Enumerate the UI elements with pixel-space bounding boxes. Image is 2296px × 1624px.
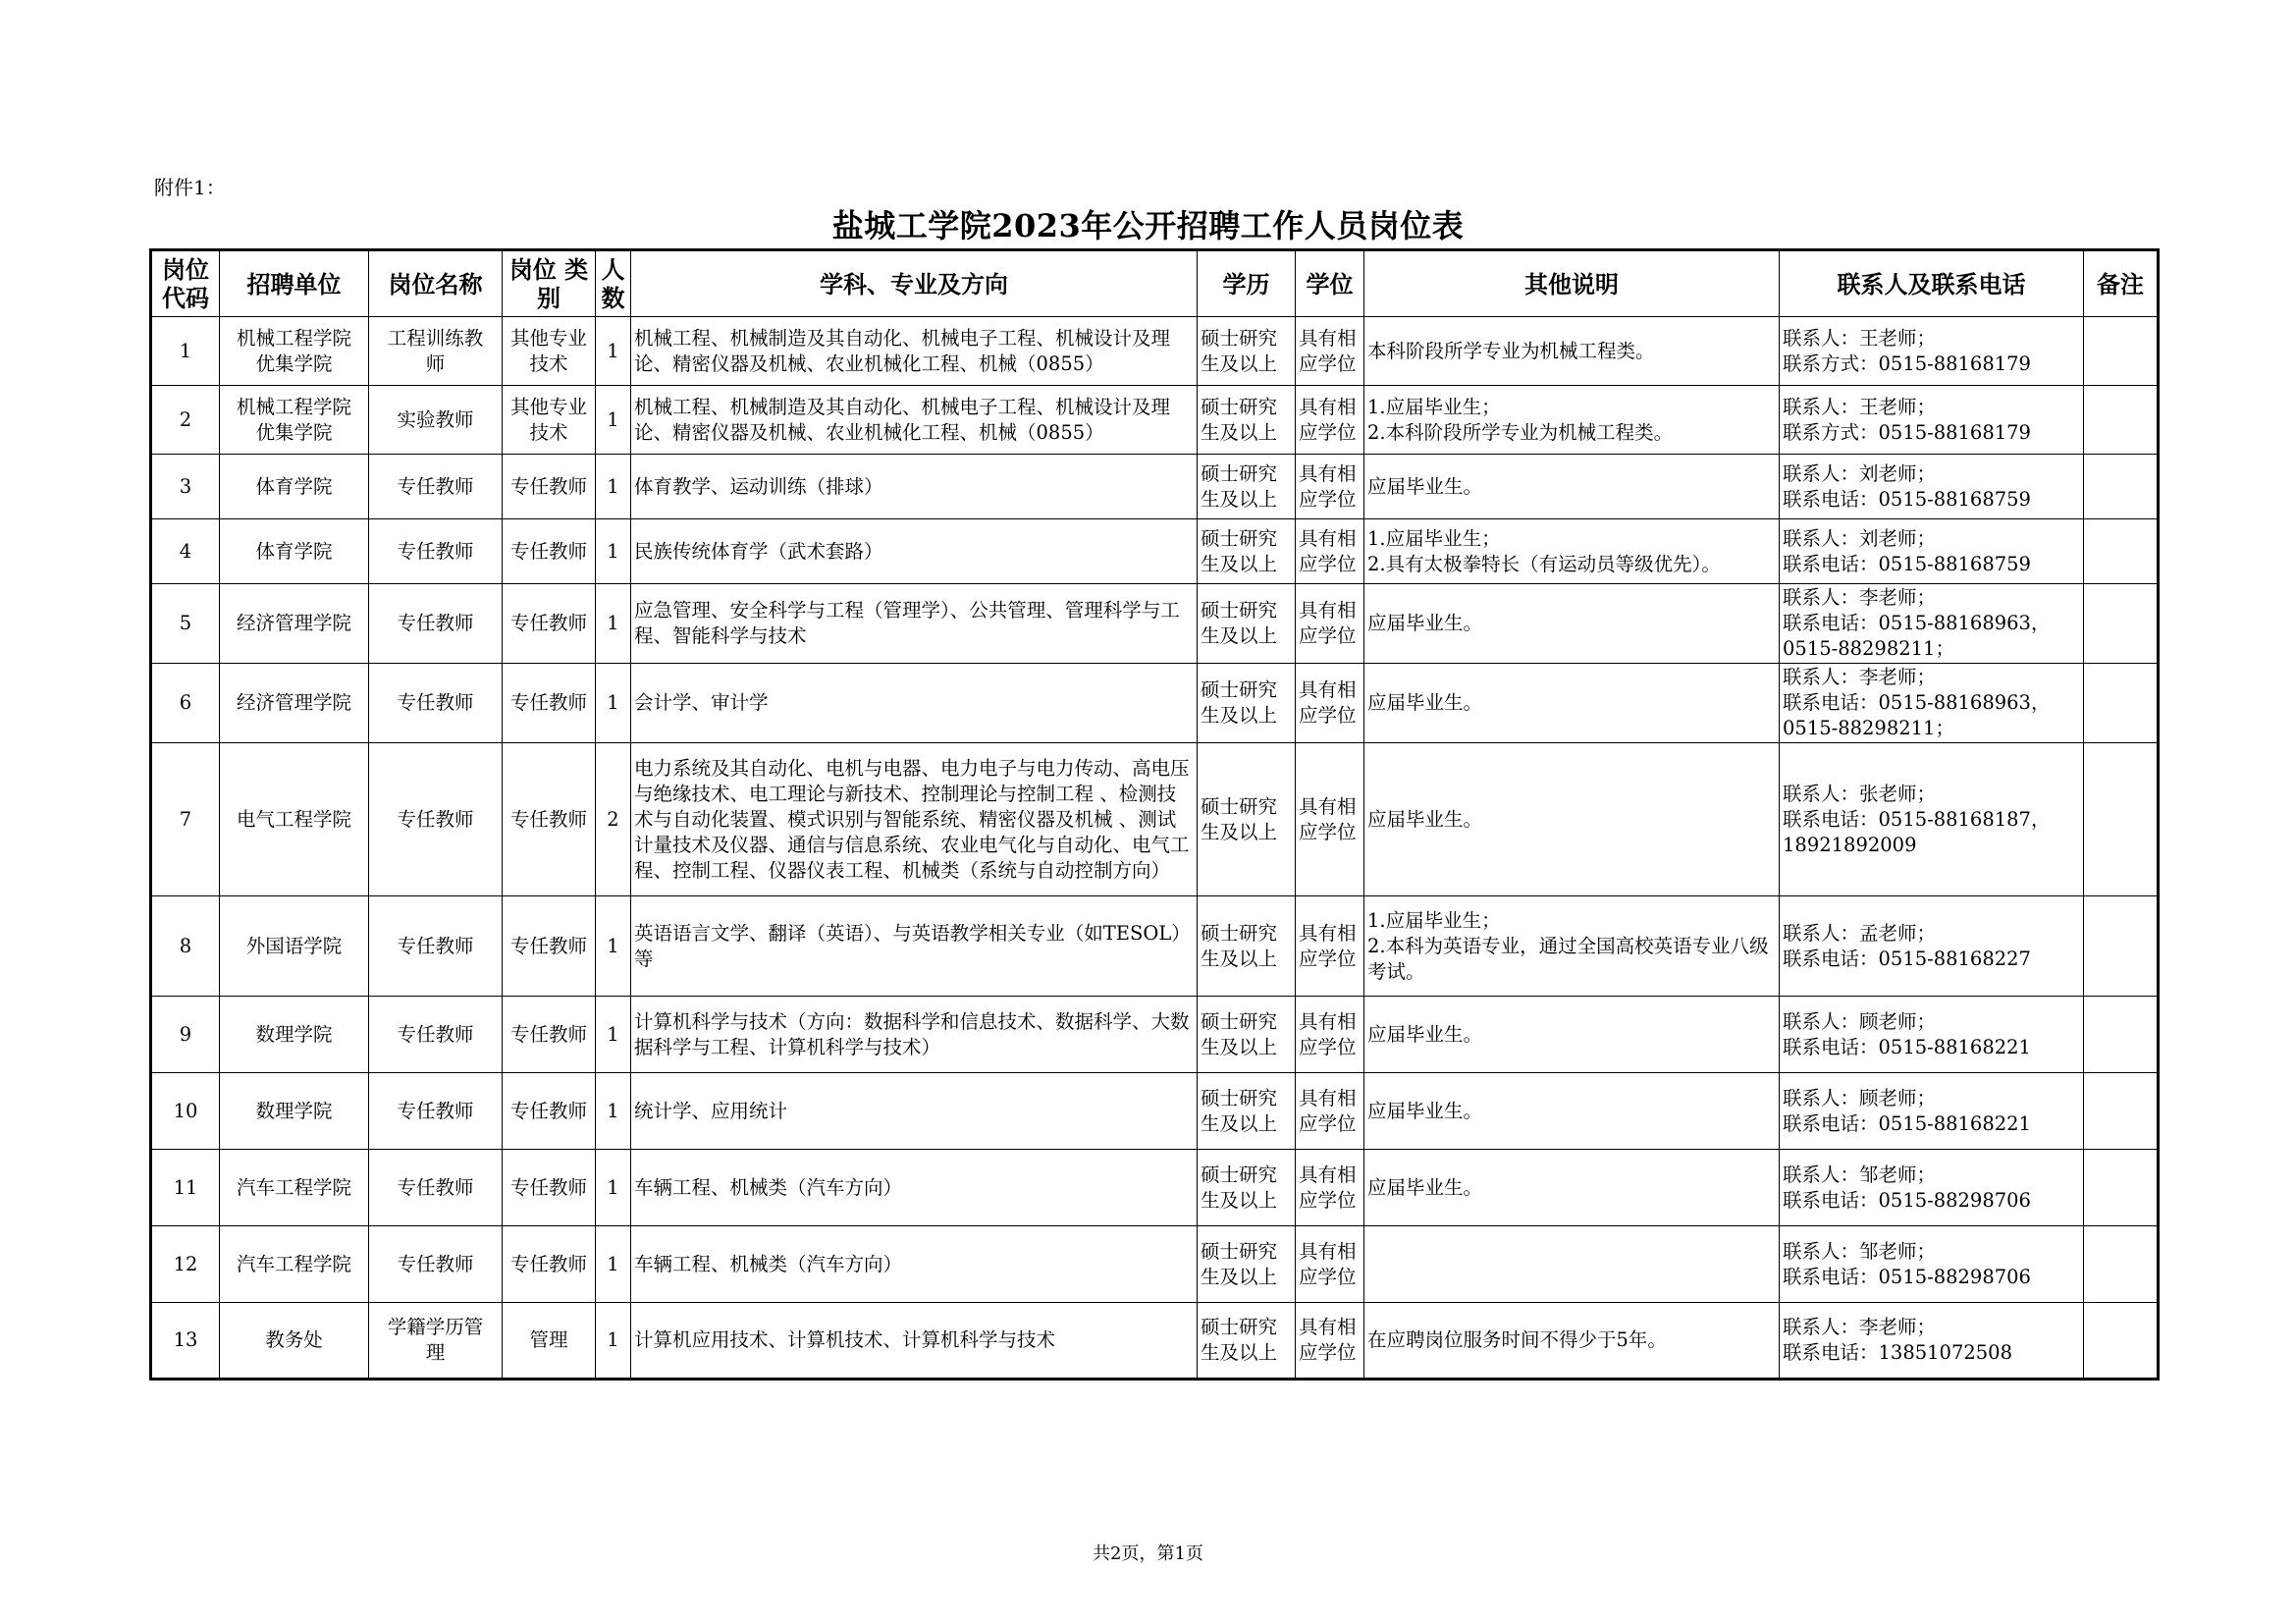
cell-remark [2084, 1303, 2159, 1380]
cell-degree: 具有相 应学位 [1296, 1073, 1364, 1150]
cell-unit: 汽车工程学院 [220, 1226, 369, 1303]
cell-category: 专任教师 [503, 1150, 596, 1226]
cell-position: 专任教师 [369, 519, 503, 584]
cell-code: 4 [151, 519, 220, 584]
table-row [151, 743, 2159, 896]
cell-category: 专任教师 [503, 743, 596, 896]
table-row [151, 1150, 2159, 1226]
cell-count: 1 [596, 386, 631, 455]
cell-unit: 教务处 [220, 1303, 369, 1380]
table-row [151, 664, 2159, 743]
cell-notes [1364, 1226, 1780, 1303]
cell-count: 1 [596, 1073, 631, 1150]
cell-contact: 联系人：李老师； 联系电话：0515-88168963， 0515-88298211； [1780, 664, 2084, 743]
cell-education: 硕士研究 生及以上 [1198, 1150, 1296, 1226]
cell-major: 英语语言文学、翻译（英语）、与英语教学相关专业（如TESOL）等 [631, 896, 1198, 997]
cell-count: 1 [596, 584, 631, 664]
cell-contact: 联系人：刘老师； 联系电话：0515-88168759 [1780, 519, 2084, 584]
cell-unit: 机械工程学院 优集学院 [220, 317, 369, 386]
cell-position: 专任教师 [369, 1150, 503, 1226]
header-contact: 联系人及联系电话 [1780, 250, 2084, 317]
cell-major: 计算机应用技术、计算机技术、计算机科学与技术 [631, 1303, 1198, 1380]
cell-position: 专任教师 [369, 743, 503, 896]
cell-education: 硕士研究 生及以上 [1198, 519, 1296, 584]
cell-category: 专任教师 [503, 1226, 596, 1303]
cell-unit: 汽车工程学院 [220, 1150, 369, 1226]
cell-contact: 联系人：邹老师； 联系电话：0515-88298706 [1780, 1226, 2084, 1303]
cell-count: 1 [596, 1303, 631, 1380]
cell-major: 机械工程、机械制造及其自动化、机械电子工程、机械设计及理论、精密仪器及机械、农业机械化工程、机械（0855） [631, 386, 1198, 455]
cell-unit: 机械工程学院 优集学院 [220, 386, 369, 455]
cell-unit: 体育学院 [220, 455, 369, 519]
cell-degree: 具有相 应学位 [1296, 1150, 1364, 1226]
cell-unit: 体育学院 [220, 519, 369, 584]
cell-remark [2084, 317, 2159, 386]
cell-position: 学籍学历管 理 [369, 1303, 503, 1380]
cell-remark [2084, 896, 2159, 997]
cell-notes: 1.应届毕业生； 2.本科阶段所学专业为机械工程类。 [1364, 386, 1780, 455]
cell-count: 1 [596, 317, 631, 386]
cell-contact: 联系人：刘老师； 联系电话：0515-88168759 [1780, 455, 2084, 519]
attachment-label: 附件1： [154, 176, 226, 199]
cell-count: 2 [596, 743, 631, 896]
cell-degree: 具有相 应学位 [1296, 1303, 1364, 1380]
cell-position: 专任教师 [369, 664, 503, 743]
cell-degree: 具有相 应学位 [1296, 519, 1364, 584]
cell-degree: 具有相 应学位 [1296, 386, 1364, 455]
cell-education: 硕士研究 生及以上 [1198, 896, 1296, 997]
header-unit: 招聘单位 [220, 250, 369, 317]
cell-education: 硕士研究 生及以上 [1198, 317, 1296, 386]
cell-remark [2084, 743, 2159, 896]
cell-unit: 电气工程学院 [220, 743, 369, 896]
cell-position: 专任教师 [369, 997, 503, 1073]
cell-category: 专任教师 [503, 1073, 596, 1150]
table-row [151, 584, 2159, 664]
table-row [151, 1303, 2159, 1380]
cell-degree: 具有相 应学位 [1296, 317, 1364, 386]
page-footer: 共2页，第1页 [1093, 1543, 1203, 1564]
cell-remark [2084, 664, 2159, 743]
header-code: 岗位 代码 [151, 250, 220, 317]
cell-position: 工程训练教 师 [369, 317, 503, 386]
cell-category: 专任教师 [503, 455, 596, 519]
cell-contact: 联系人：李老师； 联系电话：13851072508 [1780, 1303, 2084, 1380]
cell-remark [2084, 1073, 2159, 1150]
header-category: 岗位 类别 [503, 250, 596, 317]
cell-category: 专任教师 [503, 519, 596, 584]
cell-contact: 联系人：张老师； 联系电话：0515-88168187， 18921892009 [1780, 743, 2084, 896]
cell-unit: 经济管理学院 [220, 584, 369, 664]
cell-category: 专任教师 [503, 584, 596, 664]
cell-unit: 数理学院 [220, 1073, 369, 1150]
cell-count: 1 [596, 997, 631, 1073]
cell-position: 实验教师 [369, 386, 503, 455]
cell-code: 3 [151, 455, 220, 519]
cell-remark [2084, 455, 2159, 519]
cell-contact: 联系人：王老师； 联系方式：0515-88168179 [1780, 386, 2084, 455]
cell-major: 统计学、应用统计 [631, 1073, 1198, 1150]
cell-count: 1 [596, 1226, 631, 1303]
cell-position: 专任教师 [369, 455, 503, 519]
cell-notes: 应届毕业生。 [1364, 664, 1780, 743]
cell-education: 硕士研究 生及以上 [1198, 386, 1296, 455]
table-body [151, 317, 2159, 1380]
table-row [151, 386, 2159, 455]
header-major: 学科、专业及方向 [631, 250, 1198, 317]
cell-notes: 应届毕业生。 [1364, 584, 1780, 664]
cell-position: 专任教师 [369, 1226, 503, 1303]
cell-category: 专任教师 [503, 664, 596, 743]
cell-major: 民族传统体育学（武术套路） [631, 519, 1198, 584]
cell-category: 其他专业 技术 [503, 386, 596, 455]
cell-code: 1 [151, 317, 220, 386]
cell-code: 6 [151, 664, 220, 743]
table-row [151, 317, 2159, 386]
header-position: 岗位名称 [369, 250, 503, 317]
cell-code: 13 [151, 1303, 220, 1380]
cell-code: 5 [151, 584, 220, 664]
cell-unit: 数理学院 [220, 997, 369, 1073]
cell-notes: 应届毕业生。 [1364, 1073, 1780, 1150]
cell-remark [2084, 1150, 2159, 1226]
header-degree: 学位 [1296, 250, 1364, 317]
table-row [151, 455, 2159, 519]
cell-education: 硕士研究 生及以上 [1198, 1303, 1296, 1380]
cell-notes: 在应聘岗位服务时间不得少于5年。 [1364, 1303, 1780, 1380]
cell-category: 其他专业 技术 [503, 317, 596, 386]
cell-count: 1 [596, 1150, 631, 1226]
cell-code: 10 [151, 1073, 220, 1150]
cell-degree: 具有相 应学位 [1296, 455, 1364, 519]
header-remark: 备注 [2084, 250, 2159, 317]
cell-unit: 经济管理学院 [220, 664, 369, 743]
cell-contact: 联系人：邹老师； 联系电话：0515-88298706 [1780, 1150, 2084, 1226]
cell-code: 2 [151, 386, 220, 455]
cell-contact: 联系人：王老师； 联系方式：0515-88168179 [1780, 317, 2084, 386]
cell-notes: 1.应届毕业生； 2.具有太极拳特长（有运动员等级优先）。 [1364, 519, 1780, 584]
cell-contact: 联系人：孟老师； 联系电话：0515-88168227 [1780, 896, 2084, 997]
cell-degree: 具有相 应学位 [1296, 1226, 1364, 1303]
cell-code: 11 [151, 1150, 220, 1226]
header-notes: 其他说明 [1364, 250, 1780, 317]
cell-count: 1 [596, 455, 631, 519]
document-title: 盐城工学院2023年公开招聘工作人员岗位表 [831, 207, 1465, 244]
header-education: 学历 [1198, 250, 1296, 317]
cell-unit: 外国语学院 [220, 896, 369, 997]
cell-code: 8 [151, 896, 220, 997]
cell-category: 专任教师 [503, 997, 596, 1073]
cell-contact: 联系人：顾老师； 联系电话：0515-88168221 [1780, 1073, 2084, 1150]
cell-contact: 联系人：李老师； 联系电话：0515-88168963， 0515-88298211； [1780, 584, 2084, 664]
cell-major: 计算机科学与技术（方向：数据科学和信息技术、数据科学、大数据科学与工程、计算机科学与技术） [631, 997, 1198, 1073]
cell-education: 硕士研究 生及以上 [1198, 997, 1296, 1073]
cell-education: 硕士研究 生及以上 [1198, 664, 1296, 743]
cell-notes: 应届毕业生。 [1364, 1150, 1780, 1226]
cell-major: 车辆工程、机械类（汽车方向） [631, 1226, 1198, 1303]
cell-code: 12 [151, 1226, 220, 1303]
cell-notes: 应届毕业生。 [1364, 455, 1780, 519]
header-count: 人 数 [596, 250, 631, 317]
cell-notes: 1.应届毕业生； 2.本科为英语专业，通过全国高校英语专业八级考试。 [1364, 896, 1780, 997]
cell-degree: 具有相 应学位 [1296, 743, 1364, 896]
cell-notes: 本科阶段所学专业为机械工程类。 [1364, 317, 1780, 386]
cell-degree: 具有相 应学位 [1296, 896, 1364, 997]
cell-degree: 具有相 应学位 [1296, 584, 1364, 664]
cell-education: 硕士研究 生及以上 [1198, 743, 1296, 896]
cell-education: 硕士研究 生及以上 [1198, 1226, 1296, 1303]
cell-position: 专任教师 [369, 1073, 503, 1150]
cell-remark [2084, 997, 2159, 1073]
cell-count: 1 [596, 664, 631, 743]
cell-education: 硕士研究 生及以上 [1198, 584, 1296, 664]
cell-major: 电力系统及其自动化、电机与电器、电力电子与电力传动、高电压与绝缘技术、电工理论与新技术、控制理论与控制工程 、检测技术与自动化装置、模式识别与智能系统、精密仪器及机械 、测试计量技术及仪器、通信与信息系统、农业电气化与自动化、电气工程、控制工程、仪器仪表工程、机械类（系统与自动控制方向） [631, 743, 1198, 896]
table-header-row [151, 250, 2159, 317]
cell-notes: 应届毕业生。 [1364, 743, 1780, 896]
cell-category: 管理 [503, 1303, 596, 1380]
table-row [151, 1073, 2159, 1150]
cell-major: 车辆工程、机械类（汽车方向） [631, 1150, 1198, 1226]
cell-remark [2084, 386, 2159, 455]
cell-position: 专任教师 [369, 584, 503, 664]
cell-code: 7 [151, 743, 220, 896]
cell-count: 1 [596, 896, 631, 997]
cell-notes: 应届毕业生。 [1364, 997, 1780, 1073]
cell-major: 应急管理、安全科学与工程（管理学）、公共管理、管理科学与工程、智能科学与技术 [631, 584, 1198, 664]
cell-contact: 联系人：顾老师； 联系电话：0515-88168221 [1780, 997, 2084, 1073]
table-row [151, 997, 2159, 1073]
cell-remark [2084, 519, 2159, 584]
cell-major: 体育教学、运动训练（排球） [631, 455, 1198, 519]
cell-count: 1 [596, 519, 631, 584]
table-row [151, 896, 2159, 997]
cell-major: 机械工程、机械制造及其自动化、机械电子工程、机械设计及理论、精密仪器及机械、农业机械化工程、机械（0855） [631, 317, 1198, 386]
cell-remark [2084, 584, 2159, 664]
cell-degree: 具有相 应学位 [1296, 997, 1364, 1073]
cell-position: 专任教师 [369, 896, 503, 997]
cell-code: 9 [151, 997, 220, 1073]
cell-education: 硕士研究 生及以上 [1198, 455, 1296, 519]
cell-remark [2084, 1226, 2159, 1303]
recruitment-table [149, 248, 2160, 1380]
table-row [151, 519, 2159, 584]
cell-education: 硕士研究 生及以上 [1198, 1073, 1296, 1150]
cell-degree: 具有相 应学位 [1296, 664, 1364, 743]
table-row [151, 1226, 2159, 1303]
cell-major: 会计学、审计学 [631, 664, 1198, 743]
cell-category: 专任教师 [503, 896, 596, 997]
